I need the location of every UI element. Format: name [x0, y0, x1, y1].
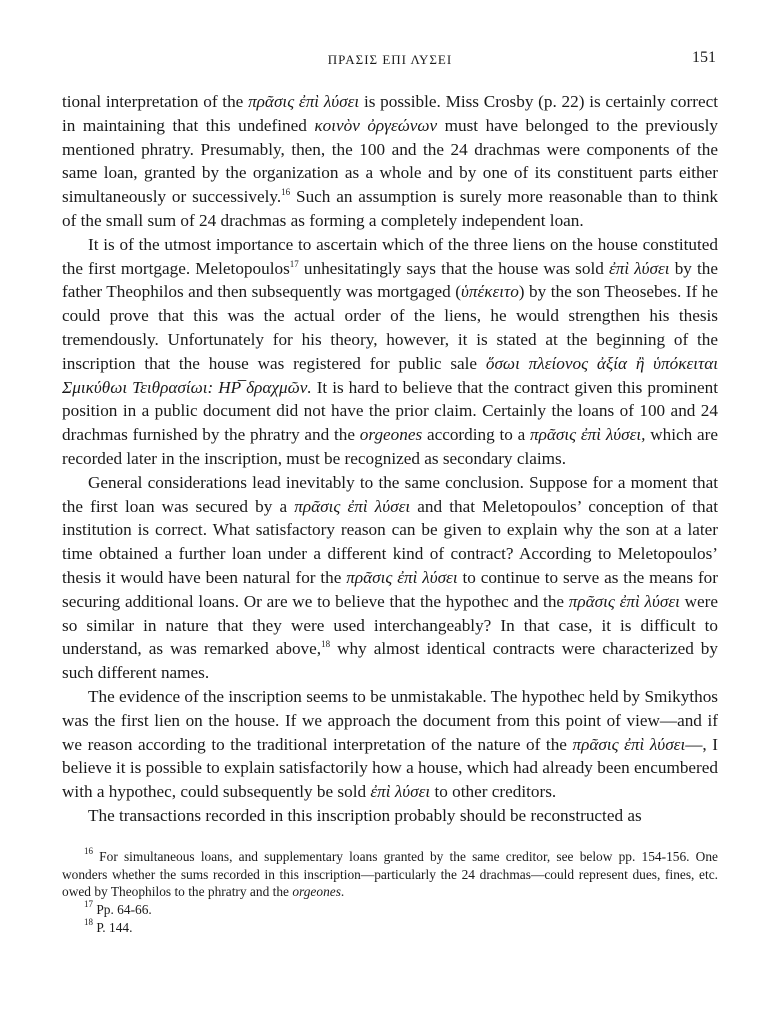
greek-phrase: πρᾶσις ἐπὶ λύσει: [572, 734, 686, 754]
greek-phrase: πρᾶσις ἐπὶ λύσει: [294, 496, 411, 516]
footnotes: [62, 845, 718, 937]
greek-phrase: ὅσωι πλείονος ἀξία ἢ ὑπόκειται Σμικύθωι Τειθρασίωι: ΗΡ̅ δραχμῶν.: [62, 353, 718, 397]
italic-term: orgeones: [292, 884, 341, 900]
footnote-number: 17: [84, 899, 93, 910]
paragraph: The transactions recorded in this inscription probably should be reconstructed as: [88, 805, 642, 825]
page-number: 151: [692, 49, 716, 66]
paragraph: It is of the utmost importance to ascertain which of the three liens on the house constituted the first mortgage. Meletopoulos$^{17}$ unhesitatingly says that the house was sold ἐπὶ λύσει by the father Theophilos and then subsequently was mortgaged (ὑπέκειτο) by the son Theosebes. If he could prove that this was the actual order of the liens, he would strengthen his thesis tremendously. Unfortunately for his theory, however, it is stated at the beginning of the inscription that the house was registered for public sale ὅσωι πλείονος ἀξία ἢ ὑπόκειται Σμικύθωι Τειθρασίωι: ΗΡ̅ δραχμῶν. It is hard to believe that the contract given this prominent position in a public document did not have the prior claim. Certainly the loans of 100 and 24 drachmas furnished by the phratry and the orgeones according to a πρᾶσις ἐπὶ λύσει, which are recorded later in the inscription, must be recognized as secondary claims.: [62, 234, 719, 468]
book-page: [62, 44, 718, 937]
footnote: $^{17}$ Pp. 64-66.: [84, 899, 152, 918]
page-header: [62, 44, 718, 72]
greek-phrase: ἐπὶ λύσει: [608, 258, 670, 278]
greek-phrase: ὑπέκειτο: [460, 282, 519, 302]
greek-phrase: κοινὸν ὀργεώνων: [314, 115, 438, 135]
greek-phrase: πρᾶσις ἐπὶ λύσει,: [530, 425, 646, 445]
footnote-number: 18: [84, 916, 93, 927]
footnote-ref[interactable]: 18: [321, 639, 331, 650]
greek-phrase: πρᾶσις ἐπὶ λύσει: [248, 92, 360, 111]
greek-phrase: ἐπὶ λύσει: [370, 782, 431, 802]
footnote-number: 16: [84, 845, 93, 856]
footnote-ref[interactable]: 16: [281, 187, 291, 198]
footnote-ref[interactable]: 17: [289, 258, 299, 269]
greek-phrase: πρᾶσις ἐπὶ λύσει: [568, 591, 680, 611]
body-text: [62, 90, 718, 828]
running-title: ΠΡΑΣΙΣ ΕΠΙ ΛΥΣΕΙ: [327, 52, 453, 67]
italic-term: orgeones: [359, 425, 423, 445]
footnote: $^{16}$ For simultaneous loans, and supplementary loans granted by the same creditor, see below pp. 154-156. One wonders whether the sums recorded in this inscription—particularly the 24 drachmas—could represent dues, fines, etc. owed by Theophilos to the phratry and the orgeones.: [62, 845, 718, 900]
footnote: $^{18}$ P. 144.: [84, 916, 133, 935]
greek-phrase: πρᾶσις ἐπὶ λύσει: [346, 567, 458, 587]
paragraph: tional interpretation of the πρᾶσις ἐπὶ λύσει is possible. Miss Crosby (p. 22) is certainly correct in maintaining that this undefined κοινὸν ὀργεώνων must have belonged to the previously mentioned phratry. Presumably, then, the 100 and the 24 drachmas were components of the same loan, granted by the organization as a whole and by one of its constituent parts either simultaneously or successively.$^{16}$ Such an assumption is surely more reasonable than to think of the small sum of 24 drachmas as forming a completely independent loan.: [62, 92, 718, 230]
paragraph: The evidence of the inscription seems to be unmistakable. The hypothec held by Smikythos was the first lien on the house. If we approach the document from this point of view—and if we reason according to the traditional interpretation of the nature of the πρᾶσις ἐπὶ λύσει—, I believe it is possible to explain satisfactorily how a house, which had already been encumbered with a hypothec, could subsequently be sold ἐπὶ λύσει to other creditors.: [62, 686, 718, 802]
paragraph: General considerations lead inevitably to the same conclusion. Suppose for a moment that the first loan was secured by a πρᾶσις ἐπὶ λύσει and that Meletopoulos’ conception of that institution is correct. What satisfactory reason can be given to explain why the son at a later time obtained a further loan under a different kind of contract? According to Meletopoulos’ thesis it would have been natural for the πρᾶσις ἐπὶ λύσει to continue to serve as the means for securing additional loans. Or are we to believe that the hypothec and the πρᾶσις ἐπὶ λύσει were so similar in nature that they were used interchangeably? In that case, it is difficult to understand, as was remarked above,$^{18}$ why almost identical contracts were characterized by such different names.: [62, 472, 718, 683]
